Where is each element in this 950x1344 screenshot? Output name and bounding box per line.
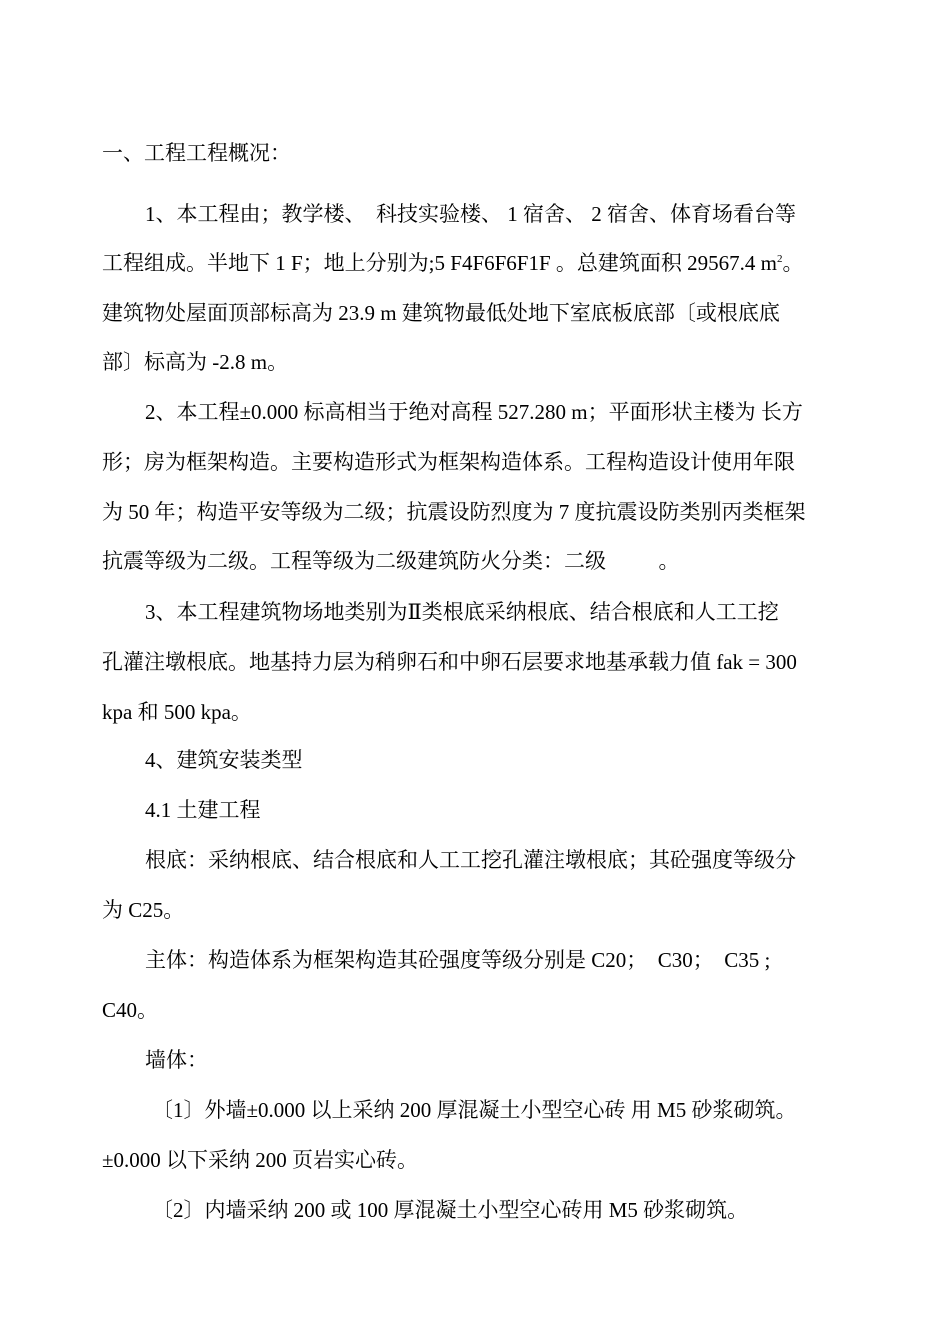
wall-item-2: 〔2〕内墙采纳 200 或 100 厚混凝土小型空心砖用 M5 砂浆砌筑。 (152, 1198, 749, 1222)
wall-item-1-line-1: 〔1〕外墙±0.000 以上采纳 200 厚混凝土小型空心砖 用 M5 砂浆砌筑。 (152, 1098, 797, 1122)
paragraph-1-line-4: 部〕标高为 -2.8 m。 (102, 350, 289, 374)
paragraph-1-line-1: 1、本工程由；教学楼、 科技实验楼、 1 宿舍、 2 宿舍、体育场看台等 (145, 202, 796, 226)
paragraph-3-line-3: kpa 和 500 kpa。 (102, 700, 252, 724)
foundation-line-1: 根底：采纳根底、结合根底和人工工挖孔灌注墩根底；其砼强度等级分 (145, 848, 796, 872)
paragraph-3-line-1: 3、本工程建筑物场地类别为Ⅱ类根底采纳根底、结合根底和人工工挖 (145, 600, 779, 624)
main-body-line-1: 主体：构造体系为框架构造其砼强度等级分别是 C20； C30； C35 ; (145, 948, 771, 972)
wall-heading: 墙体： (145, 1048, 208, 1072)
paragraph-3-line-2: 孔灌注墩根底。地基持力层为稍卵石和中卵石层要求地基承载力值 fak = 300 (102, 650, 797, 674)
paragraph-2-line-1: 2、本工程±0.000 标高相当于绝对高程 527.280 m；平面形状主楼为 长方 (145, 400, 803, 424)
area-unit-superscript: 2 (777, 253, 783, 265)
section-heading: 一、工程工程概况： (102, 141, 291, 165)
paragraph-1-line-2-end: 。 (782, 251, 804, 275)
section-4-heading: 4、建筑安装类型 (145, 748, 303, 772)
paragraph-1-line-3: 建筑物处屋面顶部标高为 23.9 m 建筑物最低处地下室底板底部〔或根底底 (102, 301, 780, 325)
paragraph-2-line-3: 为 50 年；构造平安等级为二级；抗震设防烈度为 7 度抗震设防类别丙类框架 (102, 500, 806, 524)
main-body-line-2: C40。 (102, 998, 159, 1022)
foundation-line-2: 为 C25。 (102, 898, 185, 922)
paragraph-2-line-2: 形；房为框架构造。主要构造形式为框架构造体系。工程构造设计使用年限 (102, 450, 795, 474)
paragraph-1-line-2 (102, 249, 804, 277)
paragraph-2-line-4: 抗震等级为二级。工程等级为二级建筑防火分类：二级 。 (102, 549, 680, 573)
paragraph-1-line-2-text: 工程组成。半地下 1 F；地上分别为;5 F4F6F6F1F 。总建筑面积 29567.4 m (102, 251, 777, 275)
wall-item-1-line-2: ±0.000 以下采纳 200 页岩实心砖。 (102, 1148, 419, 1172)
section-4-1-heading: 4.1 土建工程 (145, 798, 261, 822)
